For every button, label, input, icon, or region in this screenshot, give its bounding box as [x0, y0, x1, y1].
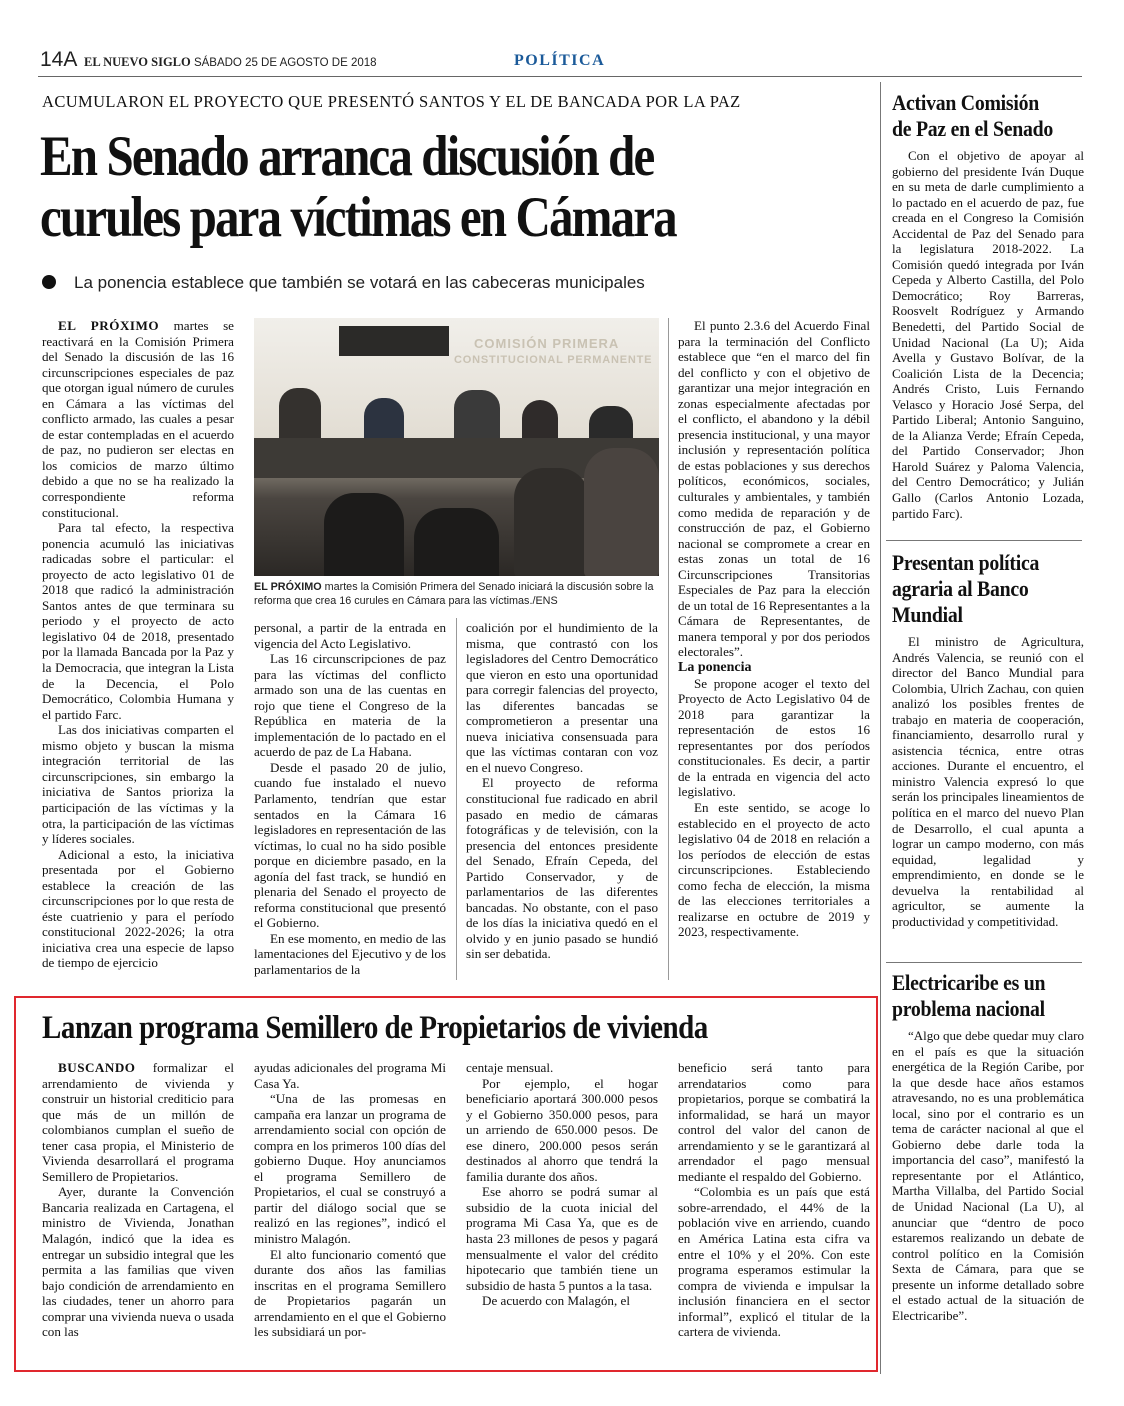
brief-3-title: [892, 970, 1045, 1022]
main-column-2: [254, 620, 446, 978]
headline-line-1: En Senado arranca discusión de: [40, 125, 654, 188]
paragraph: martes se reactivará en la Comisión Primera del Senado la discusión de las 16 circunscripciones especiales de paz que otorgan igual número de curules en Cámara a las víctimas del conflicto armado, las cuales a pesar de estar contempladas en el acuerdo de paz, no pudieron ser electas en los comicios de marzo último debido a que no se ha realizado la correspondiente reforma constitucional.: [42, 318, 234, 520]
paragraph: Desde el pasado 20 de julio, cuando fue instalado el nuevo Parlamento, tendrían que estar sentados en la Cámara 16 legisladores en representación de las víctimas, lo cual no ha sido posible porque en diciembre pasado, en la agonía del fast track, se hundió en plenaria del Senado el proyecto de reforma constitucional que presentó el Gobierno.: [254, 759, 446, 931]
column-divider: [668, 318, 669, 980]
paragraph: Para tal efecto, la respectiva ponencia acumuló las iniciativas radicadas sobre el particular: el proyecto de acto legislativo 01 de 2018 que radicó la administración Santos antes de que terminara su periodo y el proyecto de acto legislativo 04 de 2018, presentado por la llamada Bancada por la Paz y la Democracia, que integran la Lista de la Decencia, el Polo Democrático, Colombia Humana y el partido Farc.: [42, 520, 234, 722]
lead-words: EL PRÓXIMO: [58, 318, 160, 333]
title-line: Mundial: [892, 602, 963, 627]
issue-date: SÁBADO 25 DE AGOSTO DE 2018: [193, 57, 377, 69]
title-line: Electricaribe es un: [892, 970, 1046, 995]
paragraph: De acuerdo con Malagón, el: [482, 1293, 630, 1309]
paragraph: personal, a partir de la entrada en vigencia del Acto Legislativo.: [254, 620, 446, 651]
brief-separator: [886, 540, 1082, 541]
newspaper-name: EL NUEVO SIGLO: [84, 55, 191, 69]
congress-logo: [339, 326, 449, 356]
main-headline: [40, 126, 745, 248]
page-number: 14A: [40, 48, 78, 71]
caption-text: martes la Comisión Primera del Senado iniciará la discusión sobre la reforma que crea 16 curules en Cámara para las víctimas./ENS: [254, 581, 654, 607]
main-column-1: [42, 318, 234, 971]
brief-separator: [886, 962, 1082, 963]
paragraph: “Algo que debe quedar muy claro en el país es que la situación energética de la Región Caribe, por la que desde hace años estamos atravesando, no es una problemática local, sino por el contrario es un tema de carácter nacional al que el Gobierno debe darle toda la importancia del caso”, manifestó la representante por el Atlántico, Martha Villalba, del Partido Social de Unidad Nacional (La U), al anunciar que “dentro de poco estaremos realizando un debate de control político en la Comisión Sexta de Cámara, para que se presente un informe detallado sobre el estado actual de la situación de Electricaribe”.: [892, 1028, 1084, 1323]
paragraph: Adicional a esto, la iniciativa presentada por el Gobierno establece la creación de las circunscripciones por lo que resta de éste cuatrienio y para el período constitucional 2022-2026; la otra iniciativa crea una especie de lapso de tiempo de ejercicio: [42, 846, 234, 971]
bullet-icon: [42, 275, 56, 289]
headline-line-2: curules para víctimas en Cámara: [40, 186, 676, 249]
main-column-4: [678, 318, 870, 940]
subhead: La ponencia: [678, 660, 752, 676]
masthead: [84, 55, 377, 70]
lead-words: BUSCANDO: [58, 1060, 136, 1075]
sidebar-divider: [880, 82, 881, 1374]
paragraph: beneficio será tanto para arrendatarios como para propietarios, porque se combatirá la informalidad, se hará un mayor control del valor del canon de arrendamiento y se le garantizará al arrendador el pago mensual mediante el respaldo del Gobierno.: [678, 1060, 870, 1184]
title-line: problema nacional: [892, 996, 1045, 1021]
paragraph: Las 16 circunscripciones de paz para las víctimas del conflicto armado son una de las cuentas en rojo que tiene el Congreso de la República en materia de la implementación de lo pactado en el acuerdo de paz de La Habana.: [254, 651, 446, 760]
title-line: agraria al Banco: [892, 576, 1029, 601]
paragraph: ayudas adicionales del programa Mi Casa Ya.: [254, 1060, 446, 1091]
paragraph: centaje mensual.: [466, 1060, 554, 1075]
paragraph: El ministro de Agricultura, Andrés Valencia, se reunió con el director del Banco Mundial para Colombia, Ulrich Zachau, con quien analizó los posibles frentes de trabajo en materia de cooperación, financiamiento, desarrollo rural y asistencia técnica, entre otras acciones. Durante el encuentro, el ministro Valencia expresó lo que serán los principales lineamientos de política en el marco del nuevo Plan de Desarrollo, el cual apunta a lograr un campo moderno, con más equidad, legalidad y emprendimiento, en donde se le devuelva la rentabilidad al agricultor, se aumente la productividad y competitividad.: [892, 634, 1084, 929]
deck-text: La ponencia establece que también se votará en las cabeceras municipales: [74, 273, 645, 292]
photo-caption: [254, 580, 659, 608]
header-rule: [38, 76, 1082, 77]
kicker: ACUMULARON EL PROYECTO QUE PRESENTÓ SANTOS Y EL DE BANCADA POR LA PAZ: [42, 92, 741, 111]
paragraph: En este sentido, se acoge lo establecido en el proyecto de acto legislativo 04 de 2018 en relación a los períodos de elección de estas circunscripciones. Estableciendo como fecha de elección, la misma de las elecciones territoriales a realizarse en octubre de 2019 y 2023, respectivamente.: [678, 799, 870, 940]
photo-sign-line-2: CONSTITUCIONAL PERMANENTE: [454, 354, 653, 366]
paragraph: Se propone acoger el texto del Proyecto de Acto Legislativo 04 de 2018 para garantizar la representación de estos 16 representantes por dos períodos constitucionales. Es decir, a partir de la entrada en vigencia del acto legislativo.: [678, 675, 870, 800]
brief-2-body: [892, 634, 1084, 929]
paragraph: En ese momento, en medio de las lamentaciones del Ejecutivo y de los parlamentarios de la: [254, 930, 446, 978]
title-line: Presentan política: [892, 550, 1040, 575]
paragraph: “Una de las promesas en campaña era lanzar un programa de arrendamiento social con opción de compra en los primeros 100 días del gobierno Duque. Hoy anunciamos el programa Semillero de Propietarios, el cual se construyó a partir del diálogo social que se realizó en las regiones”, indicó el ministro Malagón.: [254, 1091, 446, 1247]
brief-1-body: [892, 148, 1084, 521]
title-line: Activan Comisión: [892, 90, 1039, 115]
photo-sign-line-1: COMISIÓN PRIMERA: [474, 336, 620, 351]
box-column-2: [254, 1060, 446, 1340]
column-divider: [456, 618, 457, 980]
paragraph: coalición por el hundimiento de la misma, que contrastó con los legisladores del Centro Democrático que vieron en esto una oportunidad para corregir falencias del proyecto, las diferentes bancadas se comprometieron a presentar una nueva iniciativa consensuada para que las víctimas contaran con voz en el nuevo Congreso.: [466, 620, 658, 775]
article-photo: [254, 318, 659, 576]
box-column-1: [42, 1060, 234, 1340]
paragraph: El punto 2.3.6 del Acuerdo Final para la terminación del Conflicto establece que “en el marco del fin del conflicto y con el objetivo de garantizar una mejor integración en zonas especialmente afectadas por el conflicto, el abandono y la débil presencia institucional, y una mayor inclusión y representación política de estas poblaciones y sus derechos políticos, económicos, sociales, culturales y ambientales, y también como medida de reparación y de construcción de paz, el Gobierno nacional se compromete a crear en estas zonas un total de 16 Circunscripciones Transitorias Especiales de Paz para la elección de un total de 16 Representantes a la Cámara de Representantes, de manera temporal y por dos periodos electorales”.: [678, 318, 870, 660]
paragraph: El proyecto de reforma constitucional fue radicado en abril pasado en medio de cámaras fotográficas y de televisión, con la presencia del entonces presidente del Senado, Efraín Cepeda, del Partido Conservador, y de parlamentarios de las diferentes bancadas. No obstante, con el paso de los días la iniciativa quedó en el olvido y en junio pasado se hundió sin ser debatida.: [466, 775, 658, 962]
brief-3-body: [892, 1028, 1084, 1323]
title-line: de Paz en el Senado: [892, 116, 1053, 141]
paragraph: Por ejemplo, el hogar beneficiario aportará 300.000 pesos y el Gobierno 350.000 pesos, para un arriendo de 650.000 pesos. De ese dinero, 200.000 pesos serán destinados al ahorro que tendrá la familia durante dos años.: [466, 1075, 658, 1184]
brief-1-title: [892, 90, 1053, 142]
paragraph: Las dos iniciativas comparten el mismo objeto y buscan la misma integración territorial de las circunscripciones, sin embargo la iniciativa de Santos prioriza la participación de las víctimas y la otra, la participación de las víctimas y líderes sociales.: [42, 722, 234, 847]
caption-lead: EL PRÓXIMO: [254, 581, 322, 593]
paragraph: Ayer, durante la Convención Bancaria realizada en Cartagena, el ministro de Vivienda, Jonathan Malagón, indicó que la idea es entregar un subsidio integral que les permita a las familias que viven bajo condición de arrendamiento en las ciudades, tener un ahorro para comprar una vivienda nueva o usada con las: [42, 1184, 234, 1340]
paragraph: Con el objetivo de apoyar al gobierno del presidente Iván Duque en su meta de darle cumplimiento a lo pactado en el acuerdo de paz, fue creada en el Congreso la Comisión Accidental de Paz del Senado para la legislatura 2018-2022. La Comisión quedó integrada por Iván Cepeda y Alberto Castilla, del Polo Democrático; Roy Barreras, Roosvelt Rodríguez y Armando Benedetti, del Partido Social de Unidad Nacional (La U); Aida Avella y Gustavo Bolívar, de la Coalición Lista de la Decencia; Andrés Cristo, Luis Fernando Velasco y Horacio José Serpa, del Partido Liberal; Antonio Sanguino, de la Alianza Verde; Efraín Cepeda, del Partido Conservador; Jhon Harold Suárez y Paloma Valencia, del Centro Democrático; y Julián Gallo (Carlos Antonio Lozada, partido Farc).: [892, 148, 1084, 521]
main-column-3: [466, 620, 658, 962]
paragraph: Ese ahorro se podrá sumar al subsidio de la cuota inicial del programa Mi Casa Ya, que es de hasta 23 millones de pesos y pagará mensualmente el valor del crédito hipotecario que también tiene un subsidio de hasta 5 puntos a la tasa.: [466, 1184, 658, 1293]
brief-2-title: [892, 550, 1039, 628]
paragraph: El alto funcionario comentó que durante dos años las familias inscritas en el programa Semillero de Propietarios pagarán un arrendamiento en el que el Gobierno les subsidiará un por-: [254, 1246, 446, 1340]
paragraph: “Colombia es un país que está sobre-arrendado, el 44% de la población vive en arriendo, cuando en América Latina esta cifra va entre el 10% y el 20%. Con este programa esperamos estimular la compra de vivienda e impulsar la inclusión financiera en el sector informal”, explicó el titular de la cartera de vivienda.: [678, 1184, 870, 1340]
box-headline: Lanzan programa Semillero de Propietarios de vivienda: [42, 1010, 708, 1046]
box-column-3: [466, 1060, 658, 1309]
deck: [42, 273, 645, 293]
box-column-4: [678, 1060, 870, 1340]
section-name: POLÍTICA: [514, 52, 606, 69]
paragraph: formalizar el arrendamiento de vivienda y construir un historial crediticio para que más de un millón de colombianos cumplan el sueño de tener casa propia, el Ministerio de Vivienda desarrollará el programa Semillero de Propietarios.: [42, 1060, 234, 1184]
